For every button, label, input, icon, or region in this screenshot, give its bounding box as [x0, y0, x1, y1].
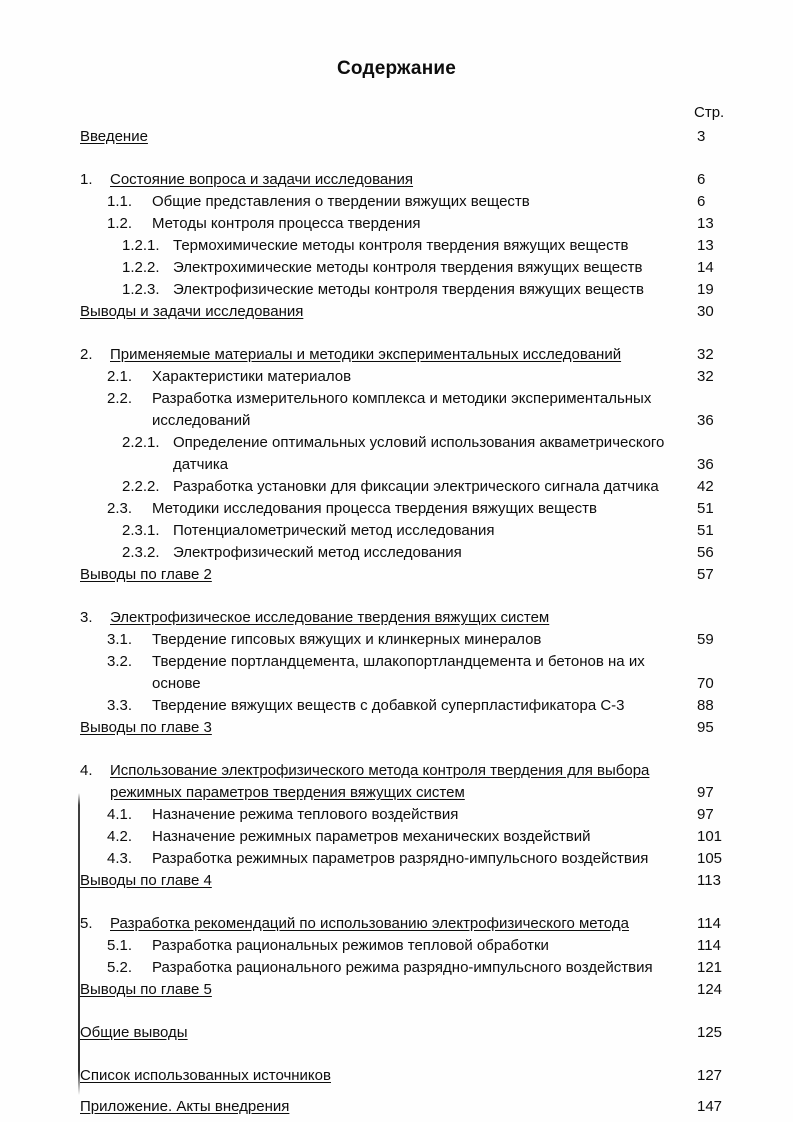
- toc-entry-page-number: 124: [697, 981, 723, 998]
- toc-entry[interactable]: [0, 257, 793, 279]
- toc-entry[interactable]: [0, 826, 793, 848]
- table-of-contents: [0, 126, 793, 1118]
- toc-entry-label: Разработка рационального режима разрядно-импульсного воздействия: [152, 959, 653, 976]
- toc-entry-page-number: 105: [697, 850, 723, 867]
- toc-entry-label: Введение: [80, 128, 148, 145]
- toc-entry[interactable]: [0, 344, 793, 366]
- toc-entry-page-number: 97: [697, 806, 714, 823]
- toc-entry-label-line2: основе: [152, 675, 201, 692]
- toc-entry[interactable]: [0, 1096, 793, 1118]
- toc-entry-number: 1.2.2.: [122, 259, 160, 276]
- toc-entry[interactable]: [0, 629, 793, 651]
- toc-entry-label: Определение оптимальных условий использования акваметрического: [173, 434, 665, 451]
- toc-entry[interactable]: [0, 717, 793, 739]
- toc-entry-label: Электрофизический метод исследования: [173, 544, 462, 561]
- toc-entry-label: Выводы по главе 3: [80, 719, 212, 736]
- toc-entry-number: 2.2.2.: [122, 478, 160, 495]
- toc-entry-page-number: 42: [697, 478, 714, 495]
- toc-entry-number: 1.: [80, 171, 93, 188]
- toc-entry-continuation: [0, 782, 793, 804]
- toc-entry-page-number: 127: [697, 1067, 723, 1084]
- toc-entry-page-number: 32: [697, 368, 714, 385]
- toc-entry[interactable]: [0, 913, 793, 935]
- toc-entry-number: 4.2.: [107, 828, 133, 845]
- page-title: Содержание: [336, 58, 457, 79]
- toc-entry[interactable]: [0, 126, 793, 148]
- toc-entry-number: 2.1.: [107, 368, 133, 385]
- toc-entry-label-line2: режимных параметров твердения вяжущих систем: [110, 784, 465, 801]
- toc-entry-page-number: 13: [697, 237, 714, 254]
- toc-entry-label: Выводы и задачи исследования: [80, 303, 304, 320]
- toc-entry-label: Выводы по главе 4: [80, 872, 212, 889]
- toc-entry-number: 5.: [80, 915, 93, 932]
- toc-entry-label: Приложение. Акты внедрения: [80, 1098, 290, 1115]
- toc-entry-label: Выводы по главе 5: [80, 981, 212, 998]
- toc-entry-page-number: 97: [697, 784, 714, 801]
- toc-entry[interactable]: [0, 191, 793, 213]
- toc-entry-number: 2.: [80, 346, 93, 363]
- toc-entry[interactable]: [0, 520, 793, 542]
- toc-entry-page-number: 101: [697, 828, 723, 845]
- toc-entry-page-number: 30: [697, 303, 714, 320]
- toc-entry-page-number: 19: [697, 281, 714, 298]
- toc-entry[interactable]: [0, 935, 793, 957]
- toc-entry-label: Твердение вяжущих веществ с добавкой суперпластификатора С-3: [152, 697, 625, 714]
- toc-entry-number: 4.1.: [107, 806, 133, 823]
- toc-entry-page-number: 114: [697, 915, 721, 932]
- toc-entry[interactable]: [0, 366, 793, 388]
- toc-entry[interactable]: [0, 870, 793, 892]
- toc-entry-page-number: 51: [697, 500, 714, 517]
- toc-entry[interactable]: [0, 760, 793, 782]
- toc-entry-label: Применяемые материалы и методики экспериментальных исследований: [110, 346, 622, 363]
- toc-entry-number: 4.3.: [107, 850, 133, 867]
- toc-entry[interactable]: [0, 213, 793, 235]
- toc-entry[interactable]: [0, 979, 793, 1001]
- toc-entry-page-number: 125: [697, 1024, 723, 1041]
- toc-entry[interactable]: [0, 235, 793, 257]
- toc-entry-label-line2: исследований: [152, 412, 251, 429]
- toc-entry[interactable]: [0, 564, 793, 586]
- toc-entry-label: Электрофизическое исследование твердения вяжущих систем: [110, 609, 550, 626]
- toc-entry[interactable]: [0, 169, 793, 191]
- toc-entry[interactable]: [0, 651, 793, 673]
- page-number-column-header: Стр.: [694, 104, 725, 121]
- toc-entry-label: Электрофизические методы контроля твердения вяжущих веществ: [173, 281, 645, 298]
- toc-entry-label: Твердение гипсовых вяжущих и клинкерных минералов: [152, 631, 542, 648]
- toc-entry-page-number: 114: [697, 937, 721, 954]
- toc-entry-label: Выводы по главе 2: [80, 566, 212, 583]
- toc-entry[interactable]: [0, 279, 793, 301]
- toc-entry-label: Общие представления о твердении вяжущих веществ: [152, 193, 530, 210]
- toc-entry[interactable]: [0, 1065, 793, 1087]
- toc-entry-label: Термохимические методы контроля твердения вяжущих веществ: [173, 237, 629, 254]
- toc-entry-label: Общие выводы: [80, 1024, 188, 1041]
- toc-entry-number: 1.2.3.: [122, 281, 160, 298]
- toc-entry-page-number: 51: [697, 522, 714, 539]
- toc-entry-number: 1.2.1.: [122, 237, 160, 254]
- toc-entry-number: 3.3.: [107, 697, 133, 714]
- toc-entry-label: Назначение режима теплового воздействия: [152, 806, 459, 823]
- toc-entry-page-number: 32: [697, 346, 714, 363]
- toc-entry-label: Методы контроля процесса твердения: [152, 215, 421, 232]
- toc-entry-number: 2.3.: [107, 500, 133, 517]
- toc-entry-label: Разработка установки для фиксации электрического сигнала датчика: [173, 478, 659, 495]
- toc-entry-number: 4.: [80, 762, 93, 779]
- toc-entry-label: Разработка рациональных режимов тепловой обработки: [152, 937, 549, 954]
- toc-entry[interactable]: [0, 1022, 793, 1044]
- toc-entry-number: 2.3.1.: [122, 522, 160, 539]
- toc-entry-number: 1.2.: [107, 215, 133, 232]
- toc-entry-label: Назначение режимных параметров механических воздействий: [152, 828, 591, 845]
- toc-entry-label: Состояние вопроса и задачи исследования: [110, 171, 414, 188]
- toc-entry-number: 5.2.: [107, 959, 133, 976]
- toc-entry-page-number: 70: [697, 675, 714, 692]
- toc-entry-number: 2.3.2.: [122, 544, 160, 561]
- toc-entry-label: Характеристики материалов: [152, 368, 352, 385]
- toc-entry-number: 3.: [80, 609, 93, 626]
- toc-entry-continuation: [0, 454, 793, 476]
- toc-entry-label: Разработка измерительного комплекса и методики экспериментальных: [152, 390, 652, 407]
- toc-entry-label: Использование электрофизического метода контроля твердения для выбора: [110, 762, 650, 779]
- toc-entry-page-number: 14: [697, 259, 714, 276]
- toc-entry-page-number: 57: [697, 566, 714, 583]
- toc-entry-label-line2: датчика: [173, 456, 229, 473]
- toc-entry-page-number: 95: [697, 719, 714, 736]
- toc-entry-page-number: 36: [697, 412, 714, 429]
- toc-entry-continuation: [0, 410, 793, 432]
- toc-entry-page-number: 56: [697, 544, 714, 561]
- toc-entry-page-number: 36: [697, 456, 714, 473]
- toc-entry-label: Разработка рекомендаций по использованию электрофизического метода: [110, 915, 629, 932]
- toc-entry-page-number: 59: [697, 631, 714, 648]
- toc-entry-page-number: 88: [697, 697, 714, 714]
- toc-entry-label: Разработка режимных параметров разрядно-импульсного воздействия: [152, 850, 649, 867]
- toc-entry[interactable]: [0, 542, 793, 564]
- toc-entry[interactable]: [0, 848, 793, 870]
- toc-entry[interactable]: [0, 301, 793, 323]
- toc-entry[interactable]: [0, 607, 793, 629]
- toc-entry[interactable]: [0, 498, 793, 520]
- toc-entry-number: 1.1.: [107, 193, 133, 210]
- toc-entry-page-number: 13: [697, 215, 714, 232]
- toc-entry-number: 5.1.: [107, 937, 133, 954]
- toc-entry-page-number: 147: [697, 1098, 723, 1115]
- toc-entry[interactable]: [0, 695, 793, 717]
- toc-entry[interactable]: [0, 957, 793, 979]
- toc-entry-page-number: 113: [697, 872, 721, 889]
- toc-entry[interactable]: [0, 388, 793, 410]
- toc-entry-page-number: 6: [697, 171, 706, 188]
- toc-entry-label: Электрохимические методы контроля твердения вяжущих веществ: [173, 259, 643, 276]
- toc-entry-label: Твердение портландцемента, шлакопортландцемента и бетонов на их: [152, 653, 645, 670]
- toc-entry-number: 2.2.1.: [122, 434, 160, 451]
- toc-entry-number: 3.1.: [107, 631, 133, 648]
- toc-entry[interactable]: [0, 476, 793, 498]
- toc-entry-continuation: [0, 673, 793, 695]
- toc-entry-number: 2.2.: [107, 390, 133, 407]
- toc-entry[interactable]: [0, 804, 793, 826]
- toc-entry-page-number: 6: [697, 193, 706, 210]
- toc-entry-label: Потенциалометрический метод исследования: [173, 522, 495, 539]
- toc-entry-page-number: 121: [697, 959, 723, 976]
- toc-entry-label: Список использованных источников: [80, 1067, 331, 1084]
- toc-entry-number: 3.2.: [107, 653, 133, 670]
- toc-entry-label: Методики исследования процесса твердения вяжущих веществ: [152, 500, 597, 517]
- toc-entry[interactable]: [0, 432, 793, 454]
- toc-entry-page-number: 3: [697, 128, 706, 145]
